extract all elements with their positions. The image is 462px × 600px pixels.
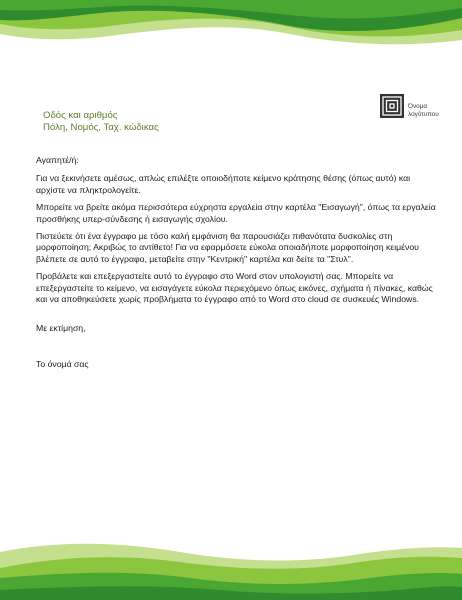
- closing[interactable]: Με εκτίμηση,: [36, 323, 86, 334]
- body-paragraph-2[interactable]: Μπορείτε να βρείτε ακόμα περισσότερα εύχρηστα εργαλεία στην καρτέλα "Εισαγωγή", όπως τα εργαλεία προσθήκης υπερ-σύνδεσης ή εισαγωγής σχολίου.: [36, 202, 436, 224]
- body-paragraph-4[interactable]: Προβάλετε και επεξεργαστείτε αυτό το έγγραφο στο Word στον υπολογιστή σας. Μπορείτε να επεξεργαστείτε το κείμενο, να εισαγάγετε εύκολα περιεχόμενο όπως εικόνες, σχήματα ή πίνακες, καθώς και να αποθηκεύσετε χωρίς προβλήματα το έγγραφο από το Word στο cloud σε συσκευές Windows.: [36, 271, 433, 305]
- city-line[interactable]: Πόλη, Νομός, Ταχ. κώδικας: [43, 122, 159, 133]
- company-name: [408, 103, 439, 118]
- address-line[interactable]: Οδός και αριθμός: [43, 110, 118, 121]
- greeting[interactable]: Αγαπητέ/ή:: [36, 155, 79, 165]
- company-name-line1[interactable]: Όνομα: [408, 103, 428, 110]
- letter-body: [36, 155, 436, 376]
- company-logo-icon: [380, 94, 404, 118]
- top-green-wave-banner: [0, 0, 462, 52]
- signature[interactable]: Το όνομά σας: [36, 358, 89, 369]
- body-paragraph-1[interactable]: Για να ξεκινήσετε αμέσως, απλώς επιλέξτε οποιοδήποτε κείμενο κράτησης θέσης (όπως αυτό) και αρχίστε να πληκτρολογείτε.: [36, 173, 411, 195]
- body-paragraph-3[interactable]: Πιστεύετε ότι ένα έγγραφο με τόσο καλή εμφάνιση θα παρουσιάζει πιθανότατα δυσκολίες στη μορφοποίηση; Ακριβώς το αντίθετο! Για να εφαρμόσετε εύκολα οποιαδήποτε μορφοποίηση κειμένου βλέπετε σε αυτό το έγγραφο, μεταβείτε στην "Κεντρική" καρτέλα και δείτε τα "Στυλ".: [36, 231, 419, 264]
- bottom-green-wave-banner: [0, 528, 462, 600]
- company-name-line2[interactable]: λογότυπου: [408, 110, 439, 118]
- sender-address: [43, 110, 159, 134]
